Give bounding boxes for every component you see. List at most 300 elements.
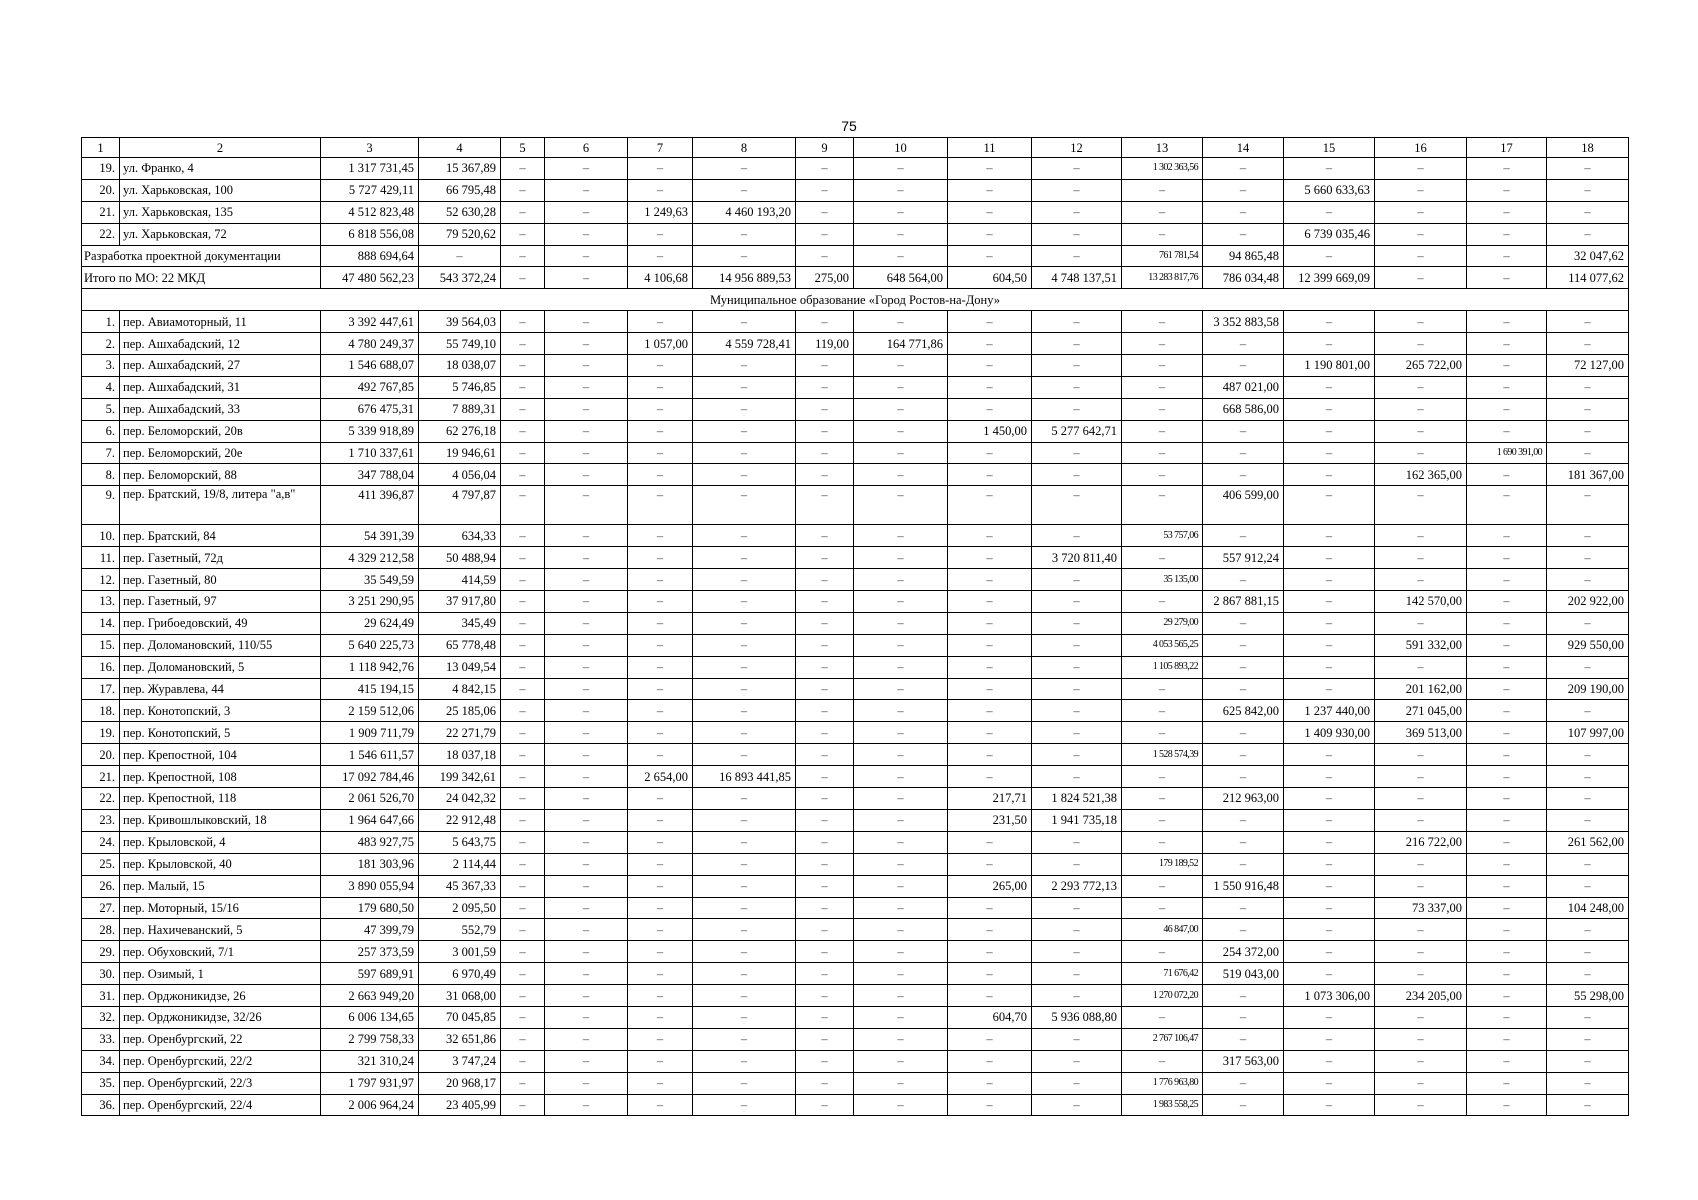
table-cell: – — [1547, 1072, 1629, 1094]
table-cell: 17. — [82, 678, 120, 700]
table-cell: – — [501, 634, 545, 656]
table-cell: 216 722,00 — [1375, 831, 1467, 853]
table-cell: 254 372,00 — [1203, 941, 1284, 963]
column-header: 14 — [1203, 138, 1284, 158]
table-cell: – — [1203, 831, 1284, 853]
table-cell: – — [1032, 700, 1122, 722]
table-cell: – — [545, 158, 628, 180]
table-cell: – — [948, 376, 1032, 398]
table-cell: 14 956 889,53 — [693, 267, 796, 289]
table-cell: – — [693, 1050, 796, 1072]
table-cell: – — [1122, 722, 1203, 744]
table-cell: – — [1375, 333, 1467, 355]
table-cell: – — [1203, 1072, 1284, 1094]
table-cell: 265 722,00 — [1375, 355, 1467, 377]
table-cell: – — [1032, 1028, 1122, 1050]
table-cell: – — [854, 809, 948, 831]
table-cell: – — [1203, 179, 1284, 201]
table-cell: – — [796, 420, 854, 442]
table-cell: – — [1122, 1050, 1203, 1072]
table-cell: 22 271,79 — [419, 722, 501, 744]
table-cell: – — [1467, 766, 1547, 788]
table-cell: – — [1547, 569, 1629, 591]
table-cell: 7 889,31 — [419, 398, 501, 420]
table-cell: – — [545, 744, 628, 766]
table-cell: 1 710 337,61 — [321, 442, 419, 464]
table-cell: – — [1284, 311, 1375, 333]
table-cell: пер. Оренбургский, 22/2 — [120, 1050, 321, 1072]
table-cell: 604,50 — [948, 267, 1032, 289]
table-cell: – — [796, 919, 854, 941]
table-cell: 2 654,00 — [628, 766, 693, 788]
table-cell: 202 922,00 — [1547, 591, 1629, 613]
table-row — [82, 1006, 1629, 1028]
table-cell: – — [545, 612, 628, 634]
table-cell: 114 077,62 — [1547, 267, 1629, 289]
table-cell: – — [545, 355, 628, 377]
table-cell: – — [1467, 420, 1547, 442]
table-cell: – — [948, 853, 1032, 875]
table-cell: – — [501, 722, 545, 744]
table-cell: – — [1203, 333, 1284, 355]
table-cell: 11. — [82, 547, 120, 569]
table-cell: – — [1547, 223, 1629, 245]
table-cell: пер. Ашхабадский, 27 — [120, 355, 321, 377]
table-cell: 1 057,00 — [628, 333, 693, 355]
table-cell: – — [1467, 700, 1547, 722]
table-cell: – — [796, 1028, 854, 1050]
table-cell: – — [1375, 525, 1467, 547]
table-cell: – — [1284, 678, 1375, 700]
table-cell: 22. — [82, 223, 120, 245]
table-cell: – — [1467, 355, 1547, 377]
table-cell: – — [796, 744, 854, 766]
table-cell: – — [501, 267, 545, 289]
table-cell: – — [1284, 486, 1375, 525]
table-cell: – — [796, 525, 854, 547]
table-cell: – — [545, 442, 628, 464]
column-header: 6 — [545, 138, 628, 158]
table-cell: – — [1284, 634, 1375, 656]
table-cell: – — [693, 525, 796, 547]
table-cell: пер. Братский, 19/8, литера "а,в" — [120, 486, 321, 525]
table-cell: 1 249,63 — [628, 201, 693, 223]
table-cell: – — [1284, 1006, 1375, 1028]
table-cell: 1 824 521,38 — [1032, 788, 1122, 810]
table-cell: – — [1284, 420, 1375, 442]
table-cell: – — [545, 245, 628, 267]
table-cell: – — [693, 1072, 796, 1094]
table-cell: – — [1032, 376, 1122, 398]
table-cell: 94 865,48 — [1203, 245, 1284, 267]
table-cell: – — [1203, 1006, 1284, 1028]
table-cell: 13 283 817,76 — [1122, 267, 1203, 289]
table-cell: 1 409 930,00 — [1284, 722, 1375, 744]
table-cell: – — [1467, 963, 1547, 985]
table-cell: пер. Крепостной, 118 — [120, 788, 321, 810]
table-cell: 36. — [82, 1094, 120, 1116]
table-cell: – — [1467, 875, 1547, 897]
table-cell: – — [854, 1072, 948, 1094]
table-cell: – — [693, 398, 796, 420]
table-cell: – — [1032, 223, 1122, 245]
table-cell: – — [1467, 1006, 1547, 1028]
table-cell: – — [1547, 1094, 1629, 1116]
table-cell: 5 936 088,80 — [1032, 1006, 1122, 1028]
table-cell: – — [1467, 985, 1547, 1007]
table-cell: – — [1375, 267, 1467, 289]
table-cell: – — [1032, 831, 1122, 853]
table-cell: – — [1284, 744, 1375, 766]
column-header: 1 — [82, 138, 120, 158]
table-cell: – — [948, 333, 1032, 355]
table-cell: 12. — [82, 569, 120, 591]
table-cell: 3 001,59 — [419, 941, 501, 963]
table-cell: – — [1467, 1028, 1547, 1050]
table-cell: пер. Ашхабадский, 31 — [120, 376, 321, 398]
table-cell: – — [1467, 809, 1547, 831]
table-cell: 32. — [82, 1006, 120, 1028]
table-row — [82, 919, 1629, 941]
table-cell: – — [1467, 678, 1547, 700]
table-cell: 265,00 — [948, 875, 1032, 897]
table-cell: 552,79 — [419, 919, 501, 941]
table-cell: 317 563,00 — [1203, 1050, 1284, 1072]
table-cell: – — [501, 179, 545, 201]
table-cell: – — [693, 985, 796, 1007]
table-cell: пер. Крыловской, 40 — [120, 853, 321, 875]
table-cell: 37 917,80 — [419, 591, 501, 613]
table-cell: 543 372,24 — [419, 267, 501, 289]
table-cell: – — [1547, 547, 1629, 569]
column-header: 9 — [796, 138, 854, 158]
table-cell: 5 660 633,63 — [1284, 179, 1375, 201]
table-cell: – — [545, 398, 628, 420]
table-cell: – — [693, 245, 796, 267]
table-cell: – — [796, 1006, 854, 1028]
column-header: 2 — [120, 138, 321, 158]
table-cell: – — [854, 634, 948, 656]
table-cell: 55 749,10 — [419, 333, 501, 355]
table-cell: 2 663 949,20 — [321, 985, 419, 1007]
table-cell: 32 651,86 — [419, 1028, 501, 1050]
table-cell: 4 106,68 — [628, 267, 693, 289]
table-cell: – — [796, 245, 854, 267]
table-cell: 28. — [82, 919, 120, 941]
table-row — [82, 744, 1629, 766]
table-cell: – — [501, 963, 545, 985]
table-cell: – — [1203, 525, 1284, 547]
table-cell: 4 053 565,25 — [1122, 634, 1203, 656]
table-cell: – — [1467, 223, 1547, 245]
table-cell: – — [501, 547, 545, 569]
table-cell: – — [1203, 897, 1284, 919]
table-cell: – — [948, 1072, 1032, 1094]
table-cell: 1. — [82, 311, 120, 333]
table-cell: – — [948, 634, 1032, 656]
table-cell: – — [1284, 853, 1375, 875]
table-cell: – — [1467, 267, 1547, 289]
table-cell: пер. Крепостной, 108 — [120, 766, 321, 788]
table-cell: – — [1284, 591, 1375, 613]
table-cell: – — [1375, 547, 1467, 569]
table-cell: 181 367,00 — [1547, 464, 1629, 486]
table-cell: – — [628, 678, 693, 700]
table-cell: 3 890 055,94 — [321, 875, 419, 897]
table-cell: – — [1547, 919, 1629, 941]
table-cell: – — [1122, 442, 1203, 464]
table-cell: – — [1467, 1050, 1547, 1072]
table-cell: 1 546 688,07 — [321, 355, 419, 377]
table-cell: – — [1203, 612, 1284, 634]
table-cell: – — [1547, 656, 1629, 678]
table-cell: – — [1467, 158, 1547, 180]
table-cell: 20. — [82, 744, 120, 766]
table-cell: – — [796, 398, 854, 420]
table-cell: 30. — [82, 963, 120, 985]
table-cell: пер. Конотопский, 3 — [120, 700, 321, 722]
table-cell: – — [948, 464, 1032, 486]
table-cell: – — [796, 442, 854, 464]
table-cell: – — [545, 634, 628, 656]
table-cell: – — [1375, 569, 1467, 591]
table-cell: – — [501, 809, 545, 831]
table-cell: – — [628, 420, 693, 442]
table-cell: 483 927,75 — [321, 831, 419, 853]
table-cell: – — [1203, 569, 1284, 591]
table-row — [82, 963, 1629, 985]
table-cell: 15 367,89 — [419, 158, 501, 180]
table-cell: – — [501, 875, 545, 897]
table-cell: – — [796, 941, 854, 963]
table-cell: 275,00 — [796, 267, 854, 289]
table-cell: – — [1032, 678, 1122, 700]
table-cell: – — [1122, 809, 1203, 831]
table-cell: – — [796, 634, 854, 656]
table-cell: – — [1203, 853, 1284, 875]
table-cell: – — [948, 656, 1032, 678]
table-cell: 55 298,00 — [1547, 985, 1629, 1007]
table-cell: – — [693, 464, 796, 486]
table-cell: 1 270 072,20 — [1122, 985, 1203, 1007]
table-cell: – — [796, 158, 854, 180]
table-cell: – — [1284, 831, 1375, 853]
table-row — [82, 201, 1629, 223]
table-cell: – — [796, 486, 854, 525]
table-cell: – — [1032, 744, 1122, 766]
table-cell: – — [1122, 201, 1203, 223]
table-cell: 47 480 562,23 — [321, 267, 419, 289]
table-cell: – — [1375, 1028, 1467, 1050]
table-cell: – — [1122, 897, 1203, 919]
table-cell: – — [854, 744, 948, 766]
column-header: 3 — [321, 138, 419, 158]
table-cell: – — [1467, 333, 1547, 355]
table-row — [82, 1094, 1629, 1116]
table-cell: – — [1032, 941, 1122, 963]
table-cell: – — [1203, 678, 1284, 700]
table-cell: – — [1122, 333, 1203, 355]
table-cell: – — [1203, 201, 1284, 223]
table-cell: 406 599,00 — [1203, 486, 1284, 525]
table-cell: – — [796, 201, 854, 223]
table-cell: – — [1032, 569, 1122, 591]
table-cell: 107 997,00 — [1547, 722, 1629, 744]
column-header: 11 — [948, 138, 1032, 158]
table-cell: – — [1284, 656, 1375, 678]
table-cell: 2. — [82, 333, 120, 355]
table-row — [82, 678, 1629, 700]
table-cell: – — [1203, 464, 1284, 486]
table-cell: – — [628, 853, 693, 875]
table-cell: – — [1375, 442, 1467, 464]
table-cell: – — [1032, 963, 1122, 985]
table-cell: – — [1467, 464, 1547, 486]
table-cell: – — [796, 897, 854, 919]
table-cell: – — [1375, 1072, 1467, 1094]
table-row — [82, 442, 1629, 464]
table-cell: 16. — [82, 656, 120, 678]
table-cell: – — [854, 355, 948, 377]
table-cell: 648 564,00 — [854, 267, 948, 289]
table-cell: 19. — [82, 158, 120, 180]
table-cell: – — [854, 158, 948, 180]
table-row — [82, 809, 1629, 831]
table-cell: – — [948, 311, 1032, 333]
table-cell: 29 279,00 — [1122, 612, 1203, 634]
table-cell: – — [501, 831, 545, 853]
table-cell: – — [628, 398, 693, 420]
table-cell: – — [501, 591, 545, 613]
table-cell: – — [545, 464, 628, 486]
table-cell: 54 391,39 — [321, 525, 419, 547]
table-cell: – — [628, 941, 693, 963]
table-cell: пер. Кривошлыковский, 18 — [120, 809, 321, 831]
table-row — [82, 376, 1629, 398]
table-cell: – — [854, 788, 948, 810]
table-cell: – — [501, 656, 545, 678]
table-cell: – — [693, 809, 796, 831]
table-cell: – — [545, 766, 628, 788]
table-cell: – — [1284, 766, 1375, 788]
table-cell: – — [545, 569, 628, 591]
table-cell: – — [1375, 398, 1467, 420]
table-cell: – — [1032, 853, 1122, 875]
table-row — [82, 591, 1629, 613]
table-cell: – — [854, 875, 948, 897]
table-cell: – — [854, 1094, 948, 1116]
table-cell: – — [545, 1072, 628, 1094]
table-cell: – — [693, 376, 796, 398]
table-cell: – — [948, 201, 1032, 223]
table-cell: – — [948, 963, 1032, 985]
table-cell: 15. — [82, 634, 120, 656]
table-cell: 5 727 429,11 — [321, 179, 419, 201]
table-cell: – — [501, 788, 545, 810]
table-cell: – — [948, 1028, 1032, 1050]
table-cell: 164 771,86 — [854, 333, 948, 355]
table-cell: – — [501, 223, 545, 245]
table-cell: – — [854, 897, 948, 919]
table-cell: – — [628, 831, 693, 853]
table-cell: – — [1284, 245, 1375, 267]
table-cell: 231,50 — [948, 809, 1032, 831]
table-cell: – — [693, 700, 796, 722]
table-cell: 234 205,00 — [1375, 985, 1467, 1007]
table-cell: – — [545, 897, 628, 919]
table-cell: – — [1203, 158, 1284, 180]
table-cell: – — [1122, 398, 1203, 420]
table-cell: 66 795,48 — [419, 179, 501, 201]
table-cell: пер. Газетный, 97 — [120, 591, 321, 613]
table-cell: – — [693, 678, 796, 700]
table-cell: 6 006 134,65 — [321, 1006, 419, 1028]
table-cell: – — [1375, 201, 1467, 223]
table-cell: – — [545, 1006, 628, 1028]
table-cell: пер. Крыловской, 4 — [120, 831, 321, 853]
table-cell: 4 748 137,51 — [1032, 267, 1122, 289]
table-cell: 668 586,00 — [1203, 398, 1284, 420]
table-cell: – — [628, 442, 693, 464]
table-cell: – — [693, 311, 796, 333]
table-cell: 35 135,00 — [1122, 569, 1203, 591]
table-cell: 4 797,87 — [419, 486, 501, 525]
table-cell: 19 946,61 — [419, 442, 501, 464]
table-cell: 4 512 823,48 — [321, 201, 419, 223]
table-cell: пер. Беломорский, 88 — [120, 464, 321, 486]
table-cell: – — [1032, 656, 1122, 678]
table-cell: 217,71 — [948, 788, 1032, 810]
table-cell: – — [1032, 201, 1122, 223]
table-cell: 1 964 647,66 — [321, 809, 419, 831]
table-cell: – — [545, 486, 628, 525]
table-cell: – — [854, 700, 948, 722]
table-cell: 52 630,28 — [419, 201, 501, 223]
table-cell: – — [501, 569, 545, 591]
table-cell: – — [1467, 744, 1547, 766]
table-cell: – — [796, 355, 854, 377]
table-cell: – — [693, 744, 796, 766]
table-cell: – — [854, 612, 948, 634]
table-cell: – — [1375, 223, 1467, 245]
table-cell: – — [545, 547, 628, 569]
table-cell: – — [948, 678, 1032, 700]
table-cell: – — [1032, 311, 1122, 333]
table-cell: – — [628, 464, 693, 486]
table-cell: – — [1547, 809, 1629, 831]
table-cell: – — [1203, 223, 1284, 245]
table-cell: 46 847,00 — [1122, 919, 1203, 941]
table-cell: – — [628, 809, 693, 831]
table-cell: – — [501, 201, 545, 223]
table-cell: – — [1032, 919, 1122, 941]
table-cell: – — [948, 525, 1032, 547]
table-cell: – — [796, 464, 854, 486]
table-row — [82, 464, 1629, 486]
table-cell: – — [1284, 547, 1375, 569]
table-cell: – — [628, 985, 693, 1007]
table-cell: 3 352 883,58 — [1203, 311, 1284, 333]
table-cell: 3 747,24 — [419, 1050, 501, 1072]
table-cell: 1 237 440,00 — [1284, 700, 1375, 722]
table-cell: – — [948, 897, 1032, 919]
table-cell: – — [854, 179, 948, 201]
table-cell: 65 778,48 — [419, 634, 501, 656]
table-cell: пер. Орджоникидзе, 26 — [120, 985, 321, 1007]
table-cell: – — [693, 442, 796, 464]
table-cell: – — [1547, 875, 1629, 897]
table-row — [82, 766, 1629, 788]
